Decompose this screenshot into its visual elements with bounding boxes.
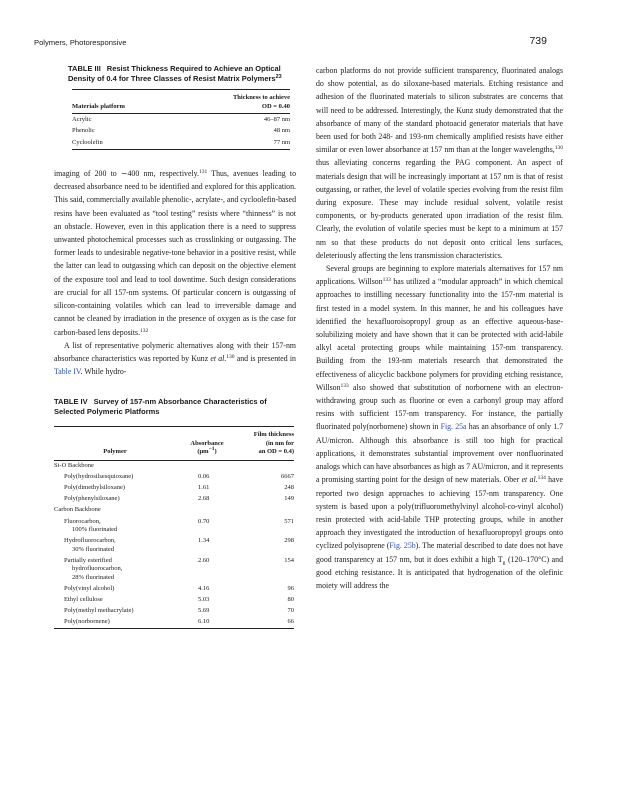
table-iv-caption — [54, 397, 296, 416]
table-section-row — [54, 505, 294, 516]
text-run: and is presented in — [234, 353, 296, 363]
table-iv — [54, 426, 294, 629]
table-iii-header-thickness — [177, 90, 290, 114]
table-row — [72, 126, 290, 138]
text-run: A list of representative polymeric alternatives along with their 157-nm absorbance characteristics was reported by Kunz — [54, 340, 296, 363]
tg-subscript: g — [502, 559, 506, 566]
table-cell: Poly(dimethylsiloxane) — [64, 484, 126, 492]
text-run: also showed that substitution of norbornene with an electron-withdrawing group such as fluorine or even a carbonyl group may afford resins with sufficient 157-nm transparency. For instance, the partially fluorinated poly(norbornene) shown in — [316, 382, 563, 432]
table-cell: 5.03 — [198, 595, 210, 603]
figure-25a-link[interactable]: Fig. 25a — [440, 422, 467, 432]
table-row — [54, 536, 294, 556]
table-cell: 298 — [284, 537, 294, 545]
table-iv-header-film-line3: an OD = 0.4) — [258, 448, 294, 456]
table-iv-header-polymer: Polymer — [103, 448, 127, 456]
table-cell: Acrylic — [72, 115, 92, 123]
table-iv-header-film-line1: Film thickness — [253, 431, 294, 439]
table-iii — [72, 89, 290, 150]
table-cell: 154 — [284, 556, 294, 564]
text-run: ). The material described to date does not have good transparency at 157 nm, but it does exhibit a high T — [316, 541, 563, 564]
table-row — [54, 595, 294, 606]
text-run: Several groups are beginning to explore materials alternatives for 157 nm applications. Willson — [316, 264, 563, 287]
table-cell — [54, 536, 176, 556]
table-row — [72, 137, 290, 149]
left-paragraph-1 — [54, 167, 296, 339]
table-row — [54, 472, 294, 483]
et-al-italic: et al. — [521, 475, 538, 485]
table-iv-header-absorbance-exp: −1 — [208, 446, 215, 453]
table-iii-header-platform: Materials platform — [72, 102, 125, 110]
table-cell-line: 100% fluorinated — [72, 526, 118, 534]
table-cell: 4.16 — [198, 584, 210, 592]
table-cell: 70 — [287, 607, 294, 615]
table-iv-block — [54, 397, 296, 629]
table-iv-link[interactable]: Table IV — [54, 367, 81, 377]
text-run: has an absorbance of only 1.7 AU/micron. Although this absorbance is still too high for practical applications, it demonstrates substantial improvement over nonfluorinated analogs which can have absorbances as high as 7 AU/micron, and it represents a promising starting point for the design of new materials. Ober — [316, 422, 564, 485]
citation-ref[interactable]: 133 — [382, 277, 391, 284]
table-section-label: Si-O Backbone — [54, 462, 94, 470]
table-cell: 0.06 — [198, 473, 210, 481]
table-iii-block — [54, 64, 296, 150]
table-cell: 2.68 — [198, 495, 210, 503]
page-number: 739 — [529, 35, 547, 47]
running-head: Polymers, Photoresponsive — [34, 38, 127, 47]
table-cell: 5.69 — [198, 607, 210, 615]
table-iv-header-film-line2: (in nm for — [265, 439, 294, 447]
text-run: imaging of 200 to ∼400 nm, respectively. — [54, 169, 199, 179]
table-iii-label: TABLE III — [68, 64, 101, 73]
table-row — [54, 584, 294, 595]
table-iv-header-absorbance-line1: Absorbance — [190, 439, 224, 447]
text-run: (120–170°C) and good etching resistance. It is anticipated that hydrogenation of the olefinic moiety will address the — [316, 554, 564, 590]
table-iii-caption-ref[interactable]: 23 — [275, 73, 282, 80]
table-cell: 66 — [287, 618, 294, 626]
table-cell: Poly(norbornene) — [64, 618, 110, 626]
table-cell: 1.61 — [198, 484, 210, 492]
text-run: Thus, avenues leading to decreased absorbance need to be identified and explored for this application. This said, commercially available phenolic-, acrylate-, and cycloolefin-based resins have been evaluated as “tool testing” resists where “thinness” is not an obstacle. However, even in this application there is a need to suppress unwanted photochemical processes such as crosslinking or outgassing. The former leads to undesirable negative-tone behavior in a positive resist, while the latter can lead to outgassing which can deposit on the objective element of the exposure tool and lead to tool downtime. Such design considerations are crucial for all 157-nm systems. Of particular concern is outgassing of silicon-containing volatiles which can lead to irreversible damage and cannot be cleaned by irradiation in the presence of oxygen as is the case for carbon-based lens deposits. — [54, 169, 296, 337]
left-column — [54, 64, 296, 629]
table-cell: 48 nm — [273, 127, 290, 135]
table-cell: 2.60 — [198, 556, 210, 564]
table-row — [54, 555, 294, 583]
table-row — [54, 617, 294, 629]
table-iv-caption-text: Survey of 157-nm Absorbance Characteristics of Selected Polymeric Platforms — [54, 397, 267, 416]
right-paragraph-1 — [316, 64, 563, 262]
citation-ref[interactable]: 133 — [340, 382, 349, 389]
table-iii-caption — [68, 64, 296, 83]
citation-ref[interactable]: 134 — [537, 475, 546, 482]
table-cell: 96 — [287, 584, 294, 592]
table-cell: 77 nm — [273, 138, 290, 146]
table-section-row — [54, 460, 294, 472]
citation-ref[interactable]: 132 — [140, 327, 149, 334]
text-run: carbon platforms do not provide sufficient transparency, fluorinated analogs do show potential, as do siloxane-based materials. Etching resistance and adhesion of the fluorinated materials to silicon substrates are concerns that will need to be addressed. Interestingly, the Kunz study demonstrated that the absorbance of many of the standard photoacid generator materials that have been used for both 248- and 193-nm chemically amplified resists have either similar or even lower absorbance at 157 nm than at the longer wavelengths, — [316, 66, 563, 155]
table-cell: Phenolic — [72, 127, 95, 135]
table-cell: 1.34 — [198, 537, 210, 545]
left-paragraph-2 — [54, 339, 296, 379]
table-cell: Poly(hydrosilsesquioxane) — [64, 473, 134, 481]
text-run: has utilized a “modular approach” in which chemical approaches to instilling necessary functionality into the 157-nm material is first tested in a model system. In this manner, he and his colleagues have identified the hexafluoroisopropyl group as an effective aqueous-base-solubilizing moiety and have shown that it can be protected with acid-labile alkyl acetal protecting groups while maintaining 157-nm transparency. Building from the 193-nm materials research that demonstrated the effectiveness of alicyclic backbone polymers for providing etching resistance, Willson — [316, 277, 563, 392]
table-cell: Poly(methyl methacrylate) — [64, 607, 134, 615]
table-cell — [54, 555, 176, 583]
table-row — [54, 483, 294, 494]
table-iii-caption-text: Resist Thickness Required to Achieve an Optical Density of 0.4 for Three Classes of Resist Matrix Polymers — [68, 64, 281, 83]
table-iii-header-thickness-line1: Thickness to achieve — [232, 94, 290, 101]
table-cell: Poly(phenylsiloxane) — [64, 495, 120, 503]
table-cell: 248 — [284, 484, 294, 492]
citation-ref[interactable]: 131 — [198, 169, 208, 176]
table-cell-line: 28% fluorinated — [72, 573, 115, 581]
table-iii-header-thickness-line2: OD = 0.40 — [261, 102, 290, 110]
table-cell: 149 — [284, 495, 294, 503]
citation-ref[interactable]: 130 — [554, 145, 563, 152]
table-cell: 6667 — [281, 473, 294, 481]
table-row — [72, 114, 290, 126]
table-cell: Ethyl cellulose — [64, 595, 103, 603]
table-row — [54, 606, 294, 617]
table-iv-label: TABLE IV — [54, 397, 88, 407]
table-cell: Poly(vinyl alcohol) — [64, 584, 115, 592]
table-iv-header-film — [238, 427, 294, 461]
table-cell-line: hydrofluorocarbon, — [72, 565, 123, 573]
figure-25b-link[interactable]: Fig. 25b — [389, 541, 416, 551]
right-paragraph-2 — [316, 262, 563, 592]
text-run: . While hydro- — [80, 367, 127, 377]
table-cell — [54, 516, 176, 536]
table-row — [54, 516, 294, 536]
table-iv-header-absorbance-unit: (μm — [197, 448, 209, 456]
text-run: have reported two design approaches to achieving 157-nm transparency. One system is based upon a poly(trifluoromethylvinyl alcohol-co-vinyl alcohol) resin protected with acid-labile THP protecting groups, while in another approach they investigated the introduction of hexafluoropropyl groups onto cyclized polyisoprene ( — [316, 475, 563, 551]
table-cell: Cycloolefin — [72, 138, 103, 146]
right-column — [316, 64, 563, 592]
table-cell: 6.10 — [198, 618, 210, 626]
table-iv-header-absorbance-close: ) — [214, 448, 217, 456]
table-iv-header-absorbance — [176, 427, 238, 461]
table-cell: 571 — [284, 517, 294, 525]
table-cell: 46–87 nm — [263, 115, 290, 123]
text-run: thus alleviating concerns regarding the PAG component. An aspect of materials design that will be increasingly important at 157 nm is that of resist outgassing, or rather, the level of volatile species evolving from the resist film during exposure. These may include residual solvent, volatile resist components, or by-products generated upon irradiation of the resist film. Clearly, the evolution of volatile species must be kept to a minimum at 157 nm so that these products do not deposit onto critical lens surfaces, deleteriously affecting the lens transmission characteristics. — [316, 158, 563, 260]
table-cell-line: 30% fluorinated — [72, 545, 115, 553]
table-cell-line: Hydrofluorocarbon, — [64, 537, 116, 545]
table-row — [54, 494, 294, 505]
table-section-label: Carbon Backbone — [54, 506, 101, 514]
table-cell-line: Fluorocarbon, — [64, 517, 101, 525]
table-cell-line: Partially esterified — [64, 556, 112, 564]
table-cell: 0.70 — [198, 517, 210, 525]
et-al-italic: et al. — [210, 353, 227, 363]
table-cell: 80 — [287, 595, 294, 603]
citation-ref[interactable]: 130 — [226, 353, 235, 360]
